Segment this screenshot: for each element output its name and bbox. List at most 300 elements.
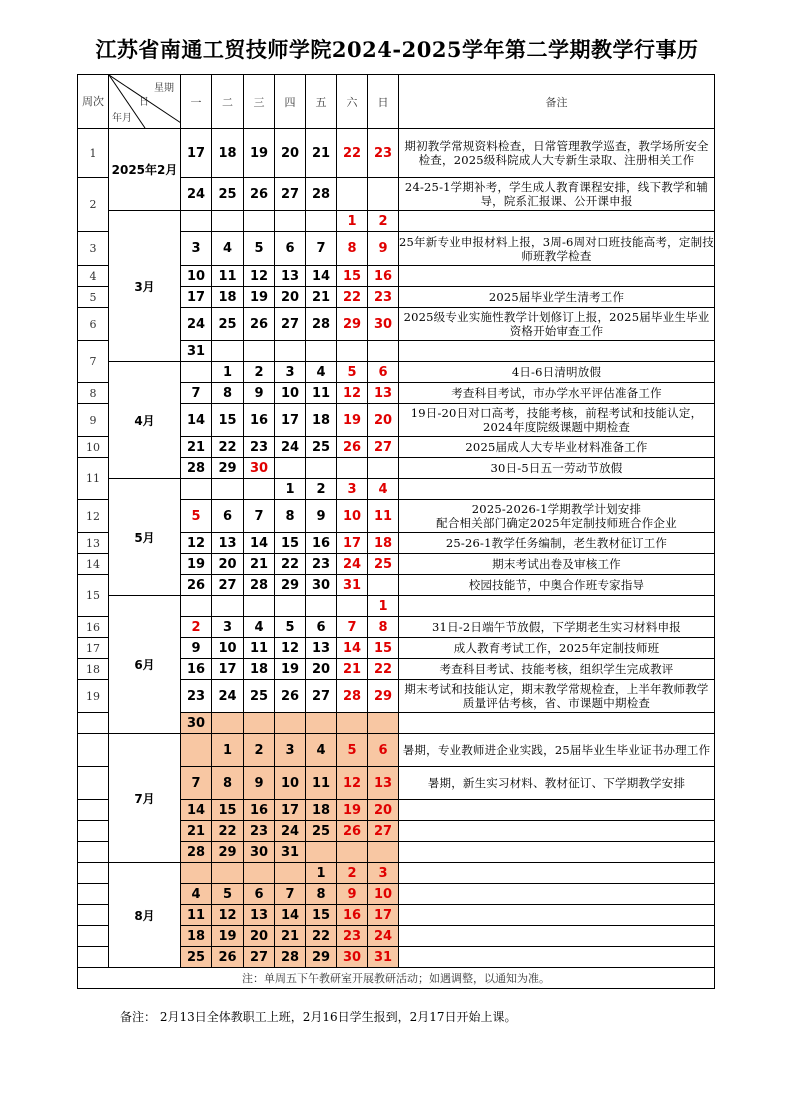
day-cell: 16 — [181, 659, 212, 680]
day-cell: 15 — [368, 638, 399, 659]
footnote-row — [78, 968, 715, 989]
day-cell: 30 — [181, 713, 212, 734]
day-cell: 14 — [306, 266, 337, 287]
day-cell: 13 — [275, 266, 306, 287]
note-cell: 25-26-1教学任务编制，老生教材征订工作 — [399, 533, 715, 554]
week-number-empty — [78, 842, 109, 863]
day-cell: 14 — [337, 638, 368, 659]
note-cell: 30日-5日五一劳动节放假 — [399, 458, 715, 479]
day-cell: 3 — [275, 362, 306, 383]
day-cell: 14 — [275, 905, 306, 926]
day-cell: 26 — [212, 947, 244, 968]
week-number: 19 — [78, 680, 109, 713]
week-number: 7 — [78, 341, 109, 383]
day-cell: 9 — [181, 638, 212, 659]
month-label: 2025年2月 — [109, 129, 181, 211]
calendar-row — [78, 129, 715, 178]
day-cell: 31 — [181, 341, 212, 362]
day-cell — [181, 479, 212, 500]
day-cell: 5 — [275, 617, 306, 638]
day-cell: 7 — [181, 767, 212, 800]
day-cell: 17 — [181, 287, 212, 308]
day-cell: 19 — [244, 129, 275, 178]
note-cell — [399, 926, 715, 947]
day-cell: 18 — [212, 129, 244, 178]
week-number: 18 — [78, 659, 109, 680]
day-cell: 18 — [181, 926, 212, 947]
day-cell: 25 — [181, 947, 212, 968]
day-header-sun: 日 — [368, 75, 399, 129]
day-cell — [306, 458, 337, 479]
day-cell: 1 — [337, 211, 368, 232]
page-title: 江苏省南通工贸技师学院2024-2025学年第二学期教学行事历 — [95, 37, 699, 62]
day-cell: 11 — [368, 500, 399, 533]
week-number-empty — [78, 767, 109, 800]
day-cell: 12 — [212, 905, 244, 926]
day-cell: 23 — [306, 554, 337, 575]
day-cell — [275, 458, 306, 479]
day-cell: 11 — [306, 383, 337, 404]
day-cell: 13 — [244, 905, 275, 926]
day-cell: 30 — [244, 842, 275, 863]
day-cell: 2 — [337, 863, 368, 884]
day-cell — [337, 178, 368, 211]
day-cell — [244, 211, 275, 232]
day-cell: 22 — [306, 926, 337, 947]
note-cell — [399, 596, 715, 617]
day-cell: 24 — [181, 178, 212, 211]
day-header-wed: 三 — [244, 75, 275, 129]
day-cell: 10 — [368, 884, 399, 905]
week-number: 16 — [78, 617, 109, 638]
note-cell: 期末考试出卷及审核工作 — [399, 554, 715, 575]
day-cell: 27 — [368, 437, 399, 458]
day-cell: 24 — [181, 308, 212, 341]
day-cell: 22 — [275, 554, 306, 575]
calendar-row — [78, 362, 715, 383]
note-cell: 4日-6日清明放假 — [399, 362, 715, 383]
month-label: 4月 — [109, 362, 181, 479]
day-cell — [337, 341, 368, 362]
day-cell: 24 — [368, 926, 399, 947]
week-number: 12 — [78, 500, 109, 533]
note-cell — [399, 863, 715, 884]
day-cell — [368, 178, 399, 211]
note-cell: 成人教育考试工作，2025年定制技师班 — [399, 638, 715, 659]
week-number: 14 — [78, 554, 109, 575]
day-cell — [212, 596, 244, 617]
day-cell: 15 — [212, 404, 244, 437]
day-cell: 4 — [368, 479, 399, 500]
day-cell: 7 — [181, 383, 212, 404]
day-cell: 6 — [244, 884, 275, 905]
day-cell — [275, 596, 306, 617]
day-cell: 15 — [337, 266, 368, 287]
day-cell: 9 — [337, 884, 368, 905]
day-cell: 6 — [306, 617, 337, 638]
corner-day-label: 日 — [139, 97, 149, 108]
day-cell: 25 — [212, 308, 244, 341]
day-cell: 10 — [337, 500, 368, 533]
day-cell: 15 — [212, 800, 244, 821]
day-cell: 25 — [212, 178, 244, 211]
note-cell: 25年新专业申报材料上报，3周-6周对口班技能高考，定制技师班教学检查 — [399, 232, 715, 266]
note-cell — [399, 884, 715, 905]
week-number-empty — [78, 734, 109, 767]
day-cell: 12 — [244, 266, 275, 287]
day-cell: 9 — [244, 383, 275, 404]
note-cell: 暑期，专业教师进企业实践，25届毕业生毕业证书办理工作 — [399, 734, 715, 767]
day-cell: 20 — [244, 926, 275, 947]
day-cell: 10 — [275, 383, 306, 404]
day-cell: 21 — [337, 659, 368, 680]
day-cell: 11 — [244, 638, 275, 659]
day-cell: 9 — [244, 767, 275, 800]
week-number: 11 — [78, 458, 109, 500]
note-cell — [399, 713, 715, 734]
day-cell: 26 — [337, 437, 368, 458]
note-cell: 19日-20日对口高考，技能考核，前程考试和技能认定，2024年度院级课题中期检查 — [399, 404, 715, 437]
calendar-row — [78, 596, 715, 617]
day-cell: 28 — [306, 308, 337, 341]
day-cell: 7 — [244, 500, 275, 533]
day-cell: 10 — [181, 266, 212, 287]
day-header-mon: 一 — [181, 75, 212, 129]
day-cell: 5 — [181, 500, 212, 533]
note-cell — [399, 500, 715, 533]
day-cell: 31 — [368, 947, 399, 968]
day-cell: 21 — [181, 821, 212, 842]
day-cell: 29 — [275, 575, 306, 596]
day-cell: 20 — [275, 129, 306, 178]
week-number: 13 — [78, 533, 109, 554]
day-cell: 24 — [275, 437, 306, 458]
day-cell: 3 — [181, 232, 212, 266]
note-cell: 期初教学常规资料检查，日常管理教学巡查，教学场所安全检查，2025级科院成人大专新生录取、注册相关工作 — [399, 129, 715, 178]
day-cell: 26 — [244, 178, 275, 211]
note-cell: 暑期，新生实习材料、教材征订、下学期教学安排 — [399, 767, 715, 800]
week-number: 4 — [78, 266, 109, 287]
day-cell — [212, 211, 244, 232]
day-cell: 12 — [337, 383, 368, 404]
note-cell — [399, 266, 715, 287]
day-cell: 21 — [275, 926, 306, 947]
day-cell: 29 — [212, 458, 244, 479]
day-cell — [244, 479, 275, 500]
day-cell: 27 — [275, 178, 306, 211]
day-cell: 25 — [306, 437, 337, 458]
note-cell — [399, 341, 715, 362]
calendar-table — [77, 74, 715, 989]
note-line: 配合相关部门确定2025年定制技师班合作企业 — [436, 516, 677, 530]
day-cell: 12 — [275, 638, 306, 659]
day-cell — [306, 713, 337, 734]
day-cell: 15 — [306, 905, 337, 926]
day-cell: 28 — [244, 575, 275, 596]
footnote: 注：单周五下午教研室开展教研活动；如遇调整，以通知为准。 — [78, 968, 715, 989]
day-cell: 4 — [212, 232, 244, 266]
note-line: 2025-2026-1学期教学计划安排 — [471, 502, 642, 516]
calendar-row — [78, 734, 715, 767]
day-cell: 13 — [368, 383, 399, 404]
day-cell: 8 — [337, 232, 368, 266]
day-cell: 3 — [275, 734, 306, 767]
day-header-thu: 四 — [275, 75, 306, 129]
day-cell: 9 — [368, 232, 399, 266]
day-cell — [337, 458, 368, 479]
day-cell — [337, 596, 368, 617]
day-cell: 3 — [368, 863, 399, 884]
day-cell: 6 — [368, 362, 399, 383]
day-cell — [181, 362, 212, 383]
day-cell — [244, 341, 275, 362]
week-number: 15 — [78, 575, 109, 617]
day-cell: 8 — [275, 500, 306, 533]
week-number: 5 — [78, 287, 109, 308]
day-cell: 17 — [275, 404, 306, 437]
day-cell: 9 — [306, 500, 337, 533]
day-cell: 28 — [306, 178, 337, 211]
day-cell: 11 — [306, 767, 337, 800]
day-cell: 5 — [244, 232, 275, 266]
day-cell: 28 — [275, 947, 306, 968]
day-cell — [212, 479, 244, 500]
day-cell: 25 — [368, 554, 399, 575]
week-number-empty — [78, 905, 109, 926]
corner-header — [109, 75, 181, 129]
week-number: 6 — [78, 308, 109, 341]
day-cell: 20 — [368, 404, 399, 437]
day-cell: 20 — [275, 287, 306, 308]
day-cell — [212, 863, 244, 884]
day-cell: 19 — [337, 404, 368, 437]
day-cell: 21 — [244, 554, 275, 575]
day-cell: 6 — [212, 500, 244, 533]
day-cell: 23 — [244, 821, 275, 842]
note-cell — [399, 800, 715, 821]
day-cell: 5 — [337, 734, 368, 767]
calendar-row — [78, 211, 715, 232]
note-cell — [399, 905, 715, 926]
day-cell: 28 — [181, 842, 212, 863]
day-cell: 27 — [212, 575, 244, 596]
day-cell: 8 — [212, 767, 244, 800]
day-cell: 12 — [181, 533, 212, 554]
week-number: 10 — [78, 437, 109, 458]
week-number: 1 — [78, 129, 109, 178]
day-cell: 11 — [212, 266, 244, 287]
note-cell: 2025届毕业学生清考工作 — [399, 287, 715, 308]
day-cell: 1 — [368, 596, 399, 617]
note-cell: 24-25-1学期补考，学生成人教育课程安排，线下教学和辅导，院系汇报课、公开课申报 — [399, 178, 715, 211]
day-cell: 19 — [337, 800, 368, 821]
day-cell — [275, 863, 306, 884]
day-cell: 13 — [212, 533, 244, 554]
month-label: 5月 — [109, 479, 181, 596]
day-cell: 5 — [212, 884, 244, 905]
note-column-header: 备注 — [399, 75, 715, 129]
day-cell: 17 — [275, 800, 306, 821]
note-cell — [399, 947, 715, 968]
note-cell — [399, 821, 715, 842]
day-cell: 2 — [244, 362, 275, 383]
day-cell: 19 — [275, 659, 306, 680]
week-number: 8 — [78, 383, 109, 404]
day-cell: 23 — [337, 926, 368, 947]
day-cell: 8 — [368, 617, 399, 638]
day-cell: 10 — [275, 767, 306, 800]
day-cell: 20 — [368, 800, 399, 821]
corner-month-label: 年月 — [112, 113, 132, 124]
note-cell: 考查科目考试、技能考核，组织学生完成教评 — [399, 659, 715, 680]
day-cell: 18 — [306, 800, 337, 821]
day-cell: 25 — [244, 680, 275, 713]
week-number: 2 — [78, 178, 109, 232]
day-cell — [244, 713, 275, 734]
day-cell: 18 — [368, 533, 399, 554]
day-cell: 17 — [337, 533, 368, 554]
day-cell: 24 — [337, 554, 368, 575]
day-cell: 23 — [368, 129, 399, 178]
note-cell: 考查科目考试，市办学水平评估准备工作 — [399, 383, 715, 404]
day-cell: 26 — [244, 308, 275, 341]
corner-weekday-label: 星期 — [154, 83, 174, 94]
day-cell — [368, 341, 399, 362]
day-cell: 5 — [337, 362, 368, 383]
day-cell: 27 — [306, 680, 337, 713]
day-cell — [306, 596, 337, 617]
day-cell: 16 — [244, 800, 275, 821]
day-cell: 4 — [306, 734, 337, 767]
day-cell: 24 — [212, 680, 244, 713]
day-cell: 6 — [368, 734, 399, 767]
day-cell — [181, 863, 212, 884]
day-cell: 14 — [181, 800, 212, 821]
day-header-tue: 二 — [212, 75, 244, 129]
day-cell — [368, 713, 399, 734]
day-cell: 16 — [337, 905, 368, 926]
day-cell: 17 — [212, 659, 244, 680]
day-cell: 1 — [212, 734, 244, 767]
day-cell: 19 — [212, 926, 244, 947]
day-cell — [275, 211, 306, 232]
day-cell: 13 — [368, 767, 399, 800]
week-number-empty — [78, 821, 109, 842]
day-cell — [275, 713, 306, 734]
note-cell — [399, 479, 715, 500]
day-cell: 1 — [306, 863, 337, 884]
day-cell: 29 — [337, 308, 368, 341]
day-cell: 30 — [368, 308, 399, 341]
day-cell: 2 — [244, 734, 275, 767]
day-cell: 20 — [306, 659, 337, 680]
note-cell — [399, 211, 715, 232]
day-cell — [181, 734, 212, 767]
day-cell: 1 — [275, 479, 306, 500]
week-number-empty — [78, 926, 109, 947]
day-cell: 31 — [275, 842, 306, 863]
day-cell — [306, 842, 337, 863]
day-cell: 3 — [337, 479, 368, 500]
note-cell: 期末考试和技能认定，期末教学常规检查，上半年教师教学质量评估考核，省、市课题中期检查 — [399, 680, 715, 713]
bottom-remark: 备注： 2月13日全体教职工上班，2月16日学生报到，2月17日开始上课。 — [120, 1010, 517, 1024]
week-number: 3 — [78, 232, 109, 266]
day-cell: 2 — [181, 617, 212, 638]
week-number-empty — [78, 863, 109, 884]
day-cell: 20 — [212, 554, 244, 575]
day-cell: 8 — [212, 383, 244, 404]
month-label: 8月 — [109, 863, 181, 968]
day-cell: 23 — [244, 437, 275, 458]
day-cell: 19 — [244, 287, 275, 308]
day-cell: 22 — [337, 287, 368, 308]
day-cell: 16 — [244, 404, 275, 437]
day-cell: 14 — [181, 404, 212, 437]
day-cell: 29 — [306, 947, 337, 968]
day-cell: 21 — [306, 287, 337, 308]
day-cell: 28 — [337, 680, 368, 713]
day-cell: 18 — [244, 659, 275, 680]
day-cell — [337, 713, 368, 734]
calendar-row — [78, 479, 715, 500]
day-cell: 16 — [368, 266, 399, 287]
day-cell: 21 — [306, 129, 337, 178]
day-cell — [337, 842, 368, 863]
day-cell: 7 — [275, 884, 306, 905]
day-cell: 1 — [212, 362, 244, 383]
day-cell: 26 — [337, 821, 368, 842]
day-cell: 27 — [244, 947, 275, 968]
day-cell: 12 — [337, 767, 368, 800]
day-cell: 25 — [306, 821, 337, 842]
day-cell: 19 — [181, 554, 212, 575]
note-cell: 校园技能节，中奥合作班专家指导 — [399, 575, 715, 596]
day-cell: 28 — [181, 458, 212, 479]
day-cell: 17 — [181, 129, 212, 178]
day-cell: 22 — [368, 659, 399, 680]
day-cell: 18 — [306, 404, 337, 437]
day-cell: 23 — [181, 680, 212, 713]
day-cell: 29 — [368, 680, 399, 713]
month-label: 3月 — [109, 211, 181, 362]
day-cell: 27 — [368, 821, 399, 842]
day-cell: 18 — [212, 287, 244, 308]
day-cell: 27 — [275, 308, 306, 341]
day-cell: 3 — [212, 617, 244, 638]
day-cell: 2 — [306, 479, 337, 500]
week-number-empty — [78, 713, 109, 734]
day-cell: 4 — [181, 884, 212, 905]
day-cell: 11 — [181, 905, 212, 926]
day-cell: 26 — [275, 680, 306, 713]
day-cell — [212, 713, 244, 734]
day-cell — [368, 842, 399, 863]
day-cell — [306, 211, 337, 232]
day-cell: 30 — [244, 458, 275, 479]
month-label: 6月 — [109, 596, 181, 734]
day-cell — [306, 341, 337, 362]
day-cell: 31 — [337, 575, 368, 596]
day-cell: 30 — [306, 575, 337, 596]
week-number: 17 — [78, 638, 109, 659]
day-cell: 6 — [275, 232, 306, 266]
day-cell — [244, 596, 275, 617]
day-cell — [368, 575, 399, 596]
week-number-empty — [78, 884, 109, 905]
day-cell: 4 — [244, 617, 275, 638]
day-cell: 24 — [275, 821, 306, 842]
day-cell: 14 — [244, 533, 275, 554]
